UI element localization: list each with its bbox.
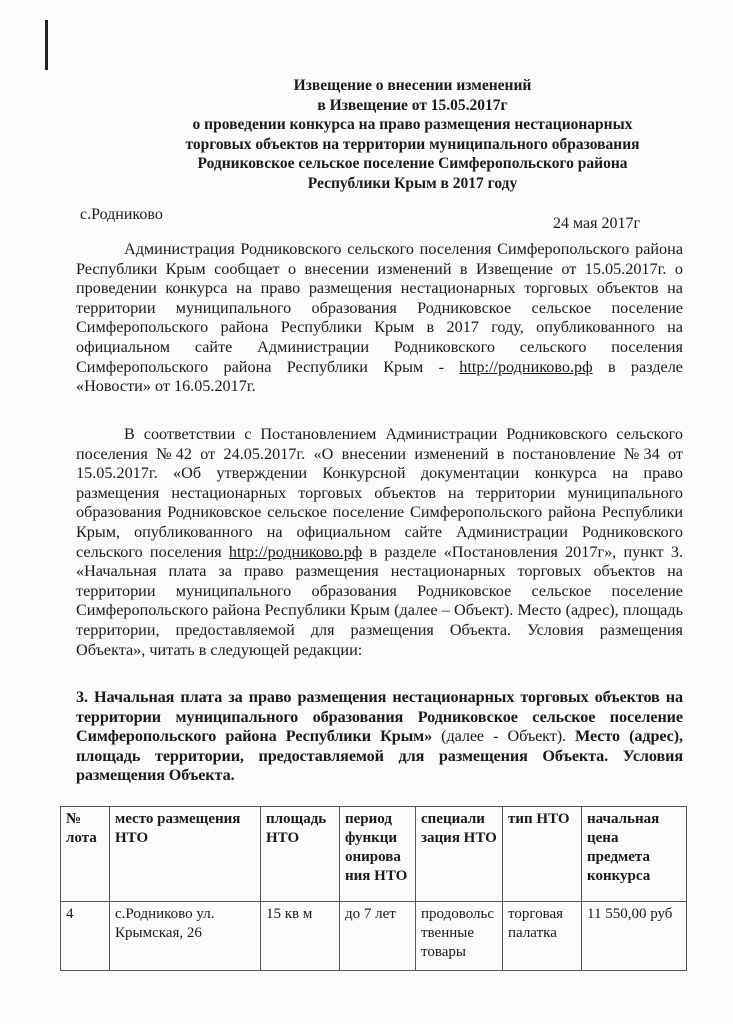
header-cell: место размещения НТО xyxy=(110,807,261,902)
table-cell: 15 кв м xyxy=(261,902,340,971)
paragraph-text: в разделе «Постановления 2017г», пункт 3. «Начальная плата за право размещения нестационарных торговых объектов на территории муниципального образования Родниковское сельское поселение Симферопольского района Республики Крым (далее – Объект). Место (адрес), площадь территории, предоставляемой для размещения Объекта. Условия размещения Объекта», читать в следующей редакции: xyxy=(76,542,683,659)
table-cell: 4 xyxy=(61,902,110,971)
document-title xyxy=(130,76,695,194)
table-cell: продовольс твенные товары xyxy=(416,902,503,971)
website-link[interactable]: http://родниково.рф xyxy=(228,542,363,561)
header-cell: площадь НТО xyxy=(261,807,340,902)
section-heading: 3. Начальная плата за право размещения нестационарных торговых объектов на территории муниципального образования Родниковское сельское поселение Симферопольского района Республики Крым» xyxy=(76,688,683,746)
header-cell: специали зация НТО xyxy=(416,807,503,902)
table-cell: с.Родниково ул. Крымская, 26 xyxy=(110,902,261,971)
section-3 xyxy=(76,688,683,786)
scan-pen-mark xyxy=(45,20,48,70)
table-header-row xyxy=(61,807,687,902)
table-cell: до 7 лет xyxy=(340,902,416,971)
title-line: Извещение о внесении изменений xyxy=(293,77,532,94)
paragraph-text: в разделе «Новости» от 16.05.2017г. xyxy=(76,357,683,396)
header-cell: период функци онирова ния НТО xyxy=(340,807,416,902)
title-line: в Извещение от 15.05.2017г xyxy=(317,96,508,114)
header-cell: № лота xyxy=(61,807,110,902)
title-line: Республики Крым в 2017 году xyxy=(307,174,518,192)
place: с.Родниково xyxy=(80,206,163,223)
table-row xyxy=(61,902,687,971)
paragraph-text: Администрация Родниковского сельского поселения Симферопольского района Республики Крым сообщает о внесении изменений в Извещение от 15.05.2017г. о проведении конкурса на право размещения нестационарных торговых объектов на территории муниципального образования Родниковское сельское поселение Симферопольского района Республики Крым в 2017 году, опубликованного на официальном сайте Администрации Родниковского сельского поселения Симферопольского района Республики Крым - xyxy=(76,240,683,376)
header-cell: начальная цена предмета конкурса xyxy=(582,807,687,902)
paragraph-1 xyxy=(76,240,683,397)
website-link[interactable]: http://родниково.рф xyxy=(459,357,593,376)
table-cell: торговая палатка xyxy=(503,902,582,971)
title-line: Родниковское сельское поселение Симферопольского района xyxy=(197,155,628,173)
header-cell: тип НТО xyxy=(503,807,582,902)
title-line: о проведении конкурса на право размещения нестационарных xyxy=(192,116,633,134)
paragraph-2 xyxy=(76,425,683,660)
section-heading: Место (адрес), площадь территории, предоставляемой для размещения Объекта. Условия размещения Объекта. xyxy=(76,727,683,785)
title-line: торговых объектов на территории муниципального образования xyxy=(185,135,640,153)
section-text: (далее - Объект). xyxy=(432,727,576,746)
paragraph-text: В соответствии с Постановлением Администрации Родниковского сельского поселения №42 от 24.05.2017г. «О внесении изменений в постановление №34 от 15.05.2017г. «Об утверждении Конкурсной документации конкурса на право размещения нестационарных торговых объектов на территории муниципального образования Родниковское сельское поселение Симферопольского района Республики Крым, опубликованного на официальном сайте Администрации Родниковского сельского поселения xyxy=(76,425,683,561)
lots-table xyxy=(60,806,687,971)
table-cell: 11 550,00 руб xyxy=(582,902,687,971)
date: 24 мая 2017г xyxy=(553,215,641,232)
